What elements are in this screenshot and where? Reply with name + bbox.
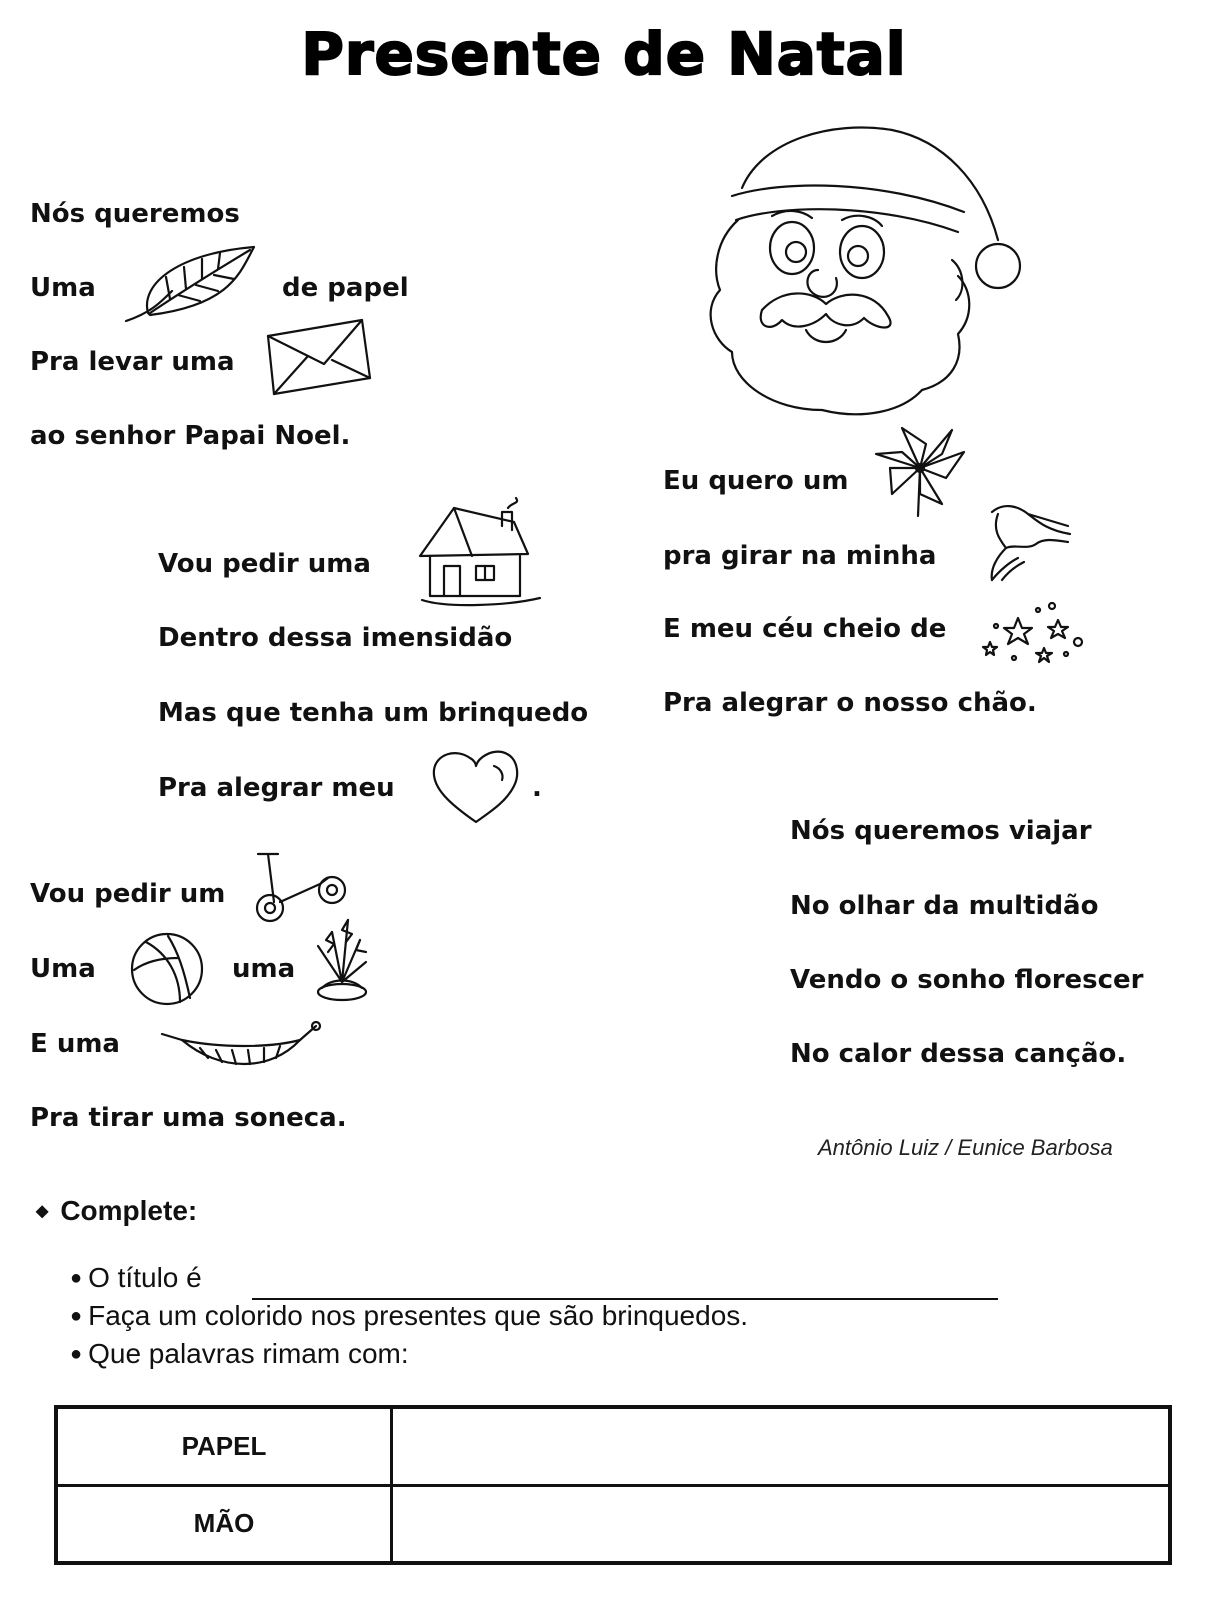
poem-line: de papel bbox=[282, 273, 409, 303]
poem-line: No calor dessa canção. bbox=[790, 1039, 1127, 1069]
poem-line: Vendo o sonho florescer bbox=[790, 965, 1144, 995]
poem-line: Dentro dessa imensidão bbox=[158, 623, 513, 653]
exercise-item-label: O título é bbox=[88, 1262, 202, 1293]
bullet-icon: ● bbox=[70, 1305, 83, 1327]
diamond-bullet-icon: ◆ bbox=[36, 1203, 49, 1220]
poem-line: Eu quero um bbox=[663, 466, 849, 496]
exercise-heading bbox=[36, 1195, 197, 1227]
pinwheel-icon bbox=[872, 424, 968, 520]
exercise-item bbox=[70, 1300, 748, 1332]
poem-line: . bbox=[532, 773, 542, 803]
poem-line: Mas que tenha um brinquedo bbox=[158, 698, 589, 728]
rhyme-table bbox=[54, 1405, 1172, 1565]
heart-icon bbox=[430, 748, 522, 826]
poem-author: Antônio Luiz / Eunice Barbosa bbox=[818, 1135, 1113, 1160]
envelope-icon bbox=[262, 316, 374, 398]
stars-icon bbox=[978, 600, 1088, 668]
page-title: Presente de Natal bbox=[301, 20, 907, 88]
rhyme-word: MÃO bbox=[56, 1485, 392, 1563]
poem-line: uma bbox=[232, 954, 296, 984]
poem-line: Nós queremos viajar bbox=[790, 816, 1092, 846]
poem-line: E meu céu cheio de bbox=[663, 614, 947, 644]
bullet-icon: ● bbox=[70, 1343, 83, 1365]
exercise-item bbox=[70, 1338, 409, 1370]
poem-line: Vou pedir uma bbox=[158, 549, 371, 579]
exercise-item-label: Que palavras rimam com: bbox=[88, 1338, 409, 1369]
poem-line: Nós queremos bbox=[30, 199, 240, 229]
leaf-icon bbox=[120, 243, 260, 325]
poem-line: Pra alegrar meu bbox=[158, 773, 395, 803]
exercise-item bbox=[70, 1262, 202, 1294]
poem-line: pra girar na minha bbox=[663, 541, 937, 571]
potted-plant-icon bbox=[312, 912, 372, 1008]
ball-icon bbox=[128, 930, 206, 1008]
poem-line: E uma bbox=[30, 1029, 120, 1059]
poem-line: No olhar da multidão bbox=[790, 891, 1099, 921]
poem-line: Pra levar uma bbox=[30, 347, 235, 377]
santa-claus-illustration bbox=[702, 120, 1032, 420]
hand-icon bbox=[984, 500, 1074, 586]
rhyme-word: PAPEL bbox=[56, 1407, 392, 1485]
house-icon bbox=[416, 500, 544, 608]
hammock-icon bbox=[160, 1018, 320, 1070]
table-row bbox=[56, 1407, 1170, 1485]
exercise-heading-label: Complete: bbox=[60, 1195, 198, 1226]
poem-line: Pra tirar uma soneca. bbox=[30, 1103, 347, 1133]
poem-line: Uma bbox=[30, 954, 96, 984]
rhyme-answer-cell[interactable] bbox=[392, 1485, 1171, 1563]
poem-line: Vou pedir um bbox=[30, 879, 226, 909]
poem-line: Pra alegrar o nosso chão. bbox=[663, 688, 1037, 718]
table-row bbox=[56, 1485, 1170, 1563]
poem-line: ao senhor Papai Noel. bbox=[30, 421, 351, 451]
poem-line: Uma bbox=[30, 273, 96, 303]
rhyme-answer-cell[interactable] bbox=[392, 1407, 1171, 1485]
exercise-item-label: Faça um colorido nos presentes que são brinquedos. bbox=[88, 1300, 749, 1331]
bullet-icon: ● bbox=[70, 1267, 83, 1289]
